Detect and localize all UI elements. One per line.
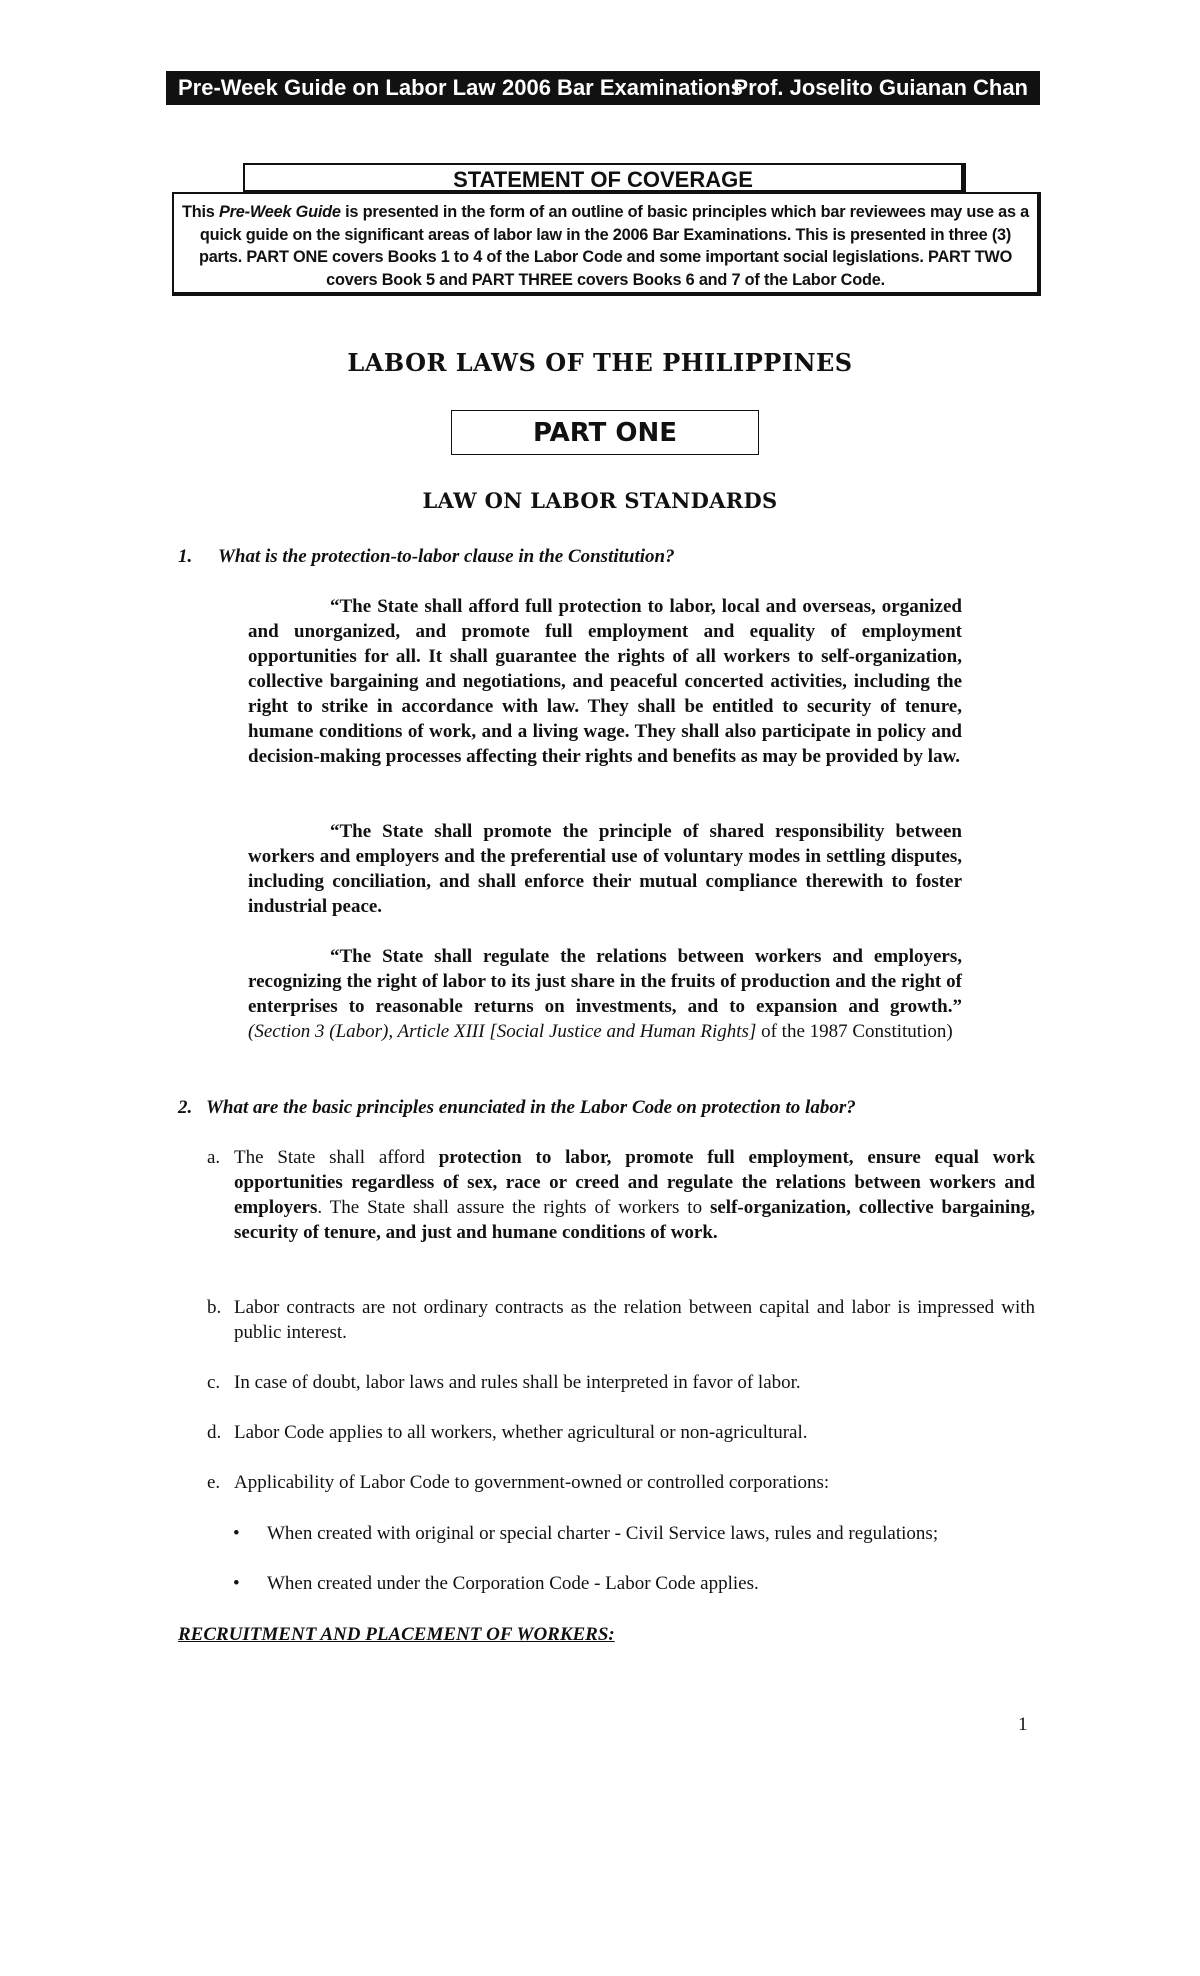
question-text: What is the protection-to-labor clause in the Constitution? (218, 546, 675, 567)
item-text: The State shall afford (234, 1147, 439, 1168)
bullet-icon: • (233, 1523, 240, 1544)
item-text: . The State shall assure the rights of workers to (317, 1197, 710, 1218)
item-bold-text: self-organization, collective bargaining, security of tenure, and just and humane conditions of work. (234, 1197, 1035, 1243)
item-text: Labor Code applies to all workers, whether agricultural or non-agricultural. (234, 1422, 808, 1443)
coverage-text-italic: Pre-Week Guide (218, 203, 341, 221)
item-letter: a. (207, 1147, 221, 1168)
question-number: 2. (178, 1097, 193, 1118)
bullet-text: When created under the Corporation Code - Labor Code applies. (267, 1573, 759, 1594)
part-label: PART ONE (451, 410, 759, 455)
question-number: 1. (178, 546, 193, 567)
citation-italic: (Section 3 (Labor), Article XIII [Social Justice and Human Rights] (248, 1021, 757, 1042)
principle-e (207, 1470, 1035, 1495)
coverage-text-start: This (181, 203, 219, 221)
header-author: Prof. Joselito Guianan Chan (733, 75, 1028, 100)
constitution-quote-2: “The State shall promote the principle of shared responsibility between workers and employers and the preferential use of voluntary modes in settling disputes, including conciliation, and shall enforce their mutual compliance therewith to foster industrial peace. (248, 821, 962, 917)
question-text: What are the basic principles enunciated in the Labor Code on protection to labor? (206, 1097, 856, 1118)
item-letter: b. (207, 1297, 222, 1318)
item-text: Labor contracts are not ordinary contracts as the relation between capital and labor is impressed with public interest. (234, 1297, 1035, 1343)
item-bold-text: protection to labor, promote full employment, ensure equal work opportunities regardless of sex, race or creed and regulate the relations between workers and employers (234, 1147, 1035, 1218)
subheading-recruitment: RECRUITMENT AND PLACEMENT OF WORKERS: (178, 1624, 615, 1645)
item-letter: d. (207, 1422, 222, 1443)
coverage-text-rest: is presented in the form of an outline of basic principles which bar reviewees may use as a quick guide on the significant areas of labor law in the 2006 Bar Examinations. This is presented in three (3) parts. PART ONE covers Books 1 to 4 of the Labor Code and some important social legislations. PART TWO covers Book 5 and PART THREE covers Books 6 and 7 of the Labor Code. (198, 203, 1030, 289)
coverage-title: STATEMENT OF COVERAGE (243, 163, 966, 193)
question-2 (178, 1097, 856, 1119)
bullet-item (233, 1571, 1035, 1596)
bullet-icon: • (233, 1573, 240, 1594)
header-bar (166, 71, 1040, 105)
item-text: In case of doubt, labor laws and rules shall be interpreted in favor of labor. (234, 1372, 801, 1393)
bullet-text: When created with original or special charter - Civil Service laws, rules and regulations; (267, 1523, 939, 1544)
principle-c (207, 1370, 1035, 1395)
item-text: Applicability of Labor Code to government-owned or controlled corporations: (234, 1472, 830, 1493)
principle-b (207, 1295, 1035, 1345)
citation-plain: of the 1987 Constitution) (756, 1021, 953, 1042)
quote-text: “The State shall regulate the relations between workers and employers, recognizing the right of labor to its just share in the fruits of production and the right of enterprises to reasonable returns on investments, and to expansion and growth.” (248, 946, 962, 1017)
section-title: LAW ON LABOR STANDARDS (422, 488, 778, 513)
principle-d (207, 1420, 1035, 1445)
main-title: LABOR LAWS OF THE PHILIPPINES (347, 348, 853, 377)
item-letter: e. (207, 1472, 221, 1493)
constitution-quote-1: “The State shall afford full protection to labor, local and overseas, organized and unorganized, and promote full employment and equality of employment opportunities for all. It shall guarantee the rights of all workers to self-organization, collective bargaining and negotiations, and peaceful concerted activities, including the right to strike in accordance with law. They shall be entitled to security of tenure, humane conditions of work, and a living wage. They shall also participate in policy and decision-making processes affecting their rights and benefits as may be provided by law. (248, 596, 962, 767)
constitution-quote-3 (248, 944, 962, 1044)
header-exam: 2006 Bar Examinations (502, 75, 743, 100)
coverage-statement (172, 192, 1041, 296)
item-letter: c. (207, 1372, 221, 1393)
principle-a (207, 1145, 1035, 1245)
question-1 (178, 546, 675, 568)
bullet-item (233, 1521, 1035, 1546)
page-number: 1 (1018, 1714, 1028, 1735)
header-title: Pre-Week Guide on Labor Law (178, 75, 496, 100)
